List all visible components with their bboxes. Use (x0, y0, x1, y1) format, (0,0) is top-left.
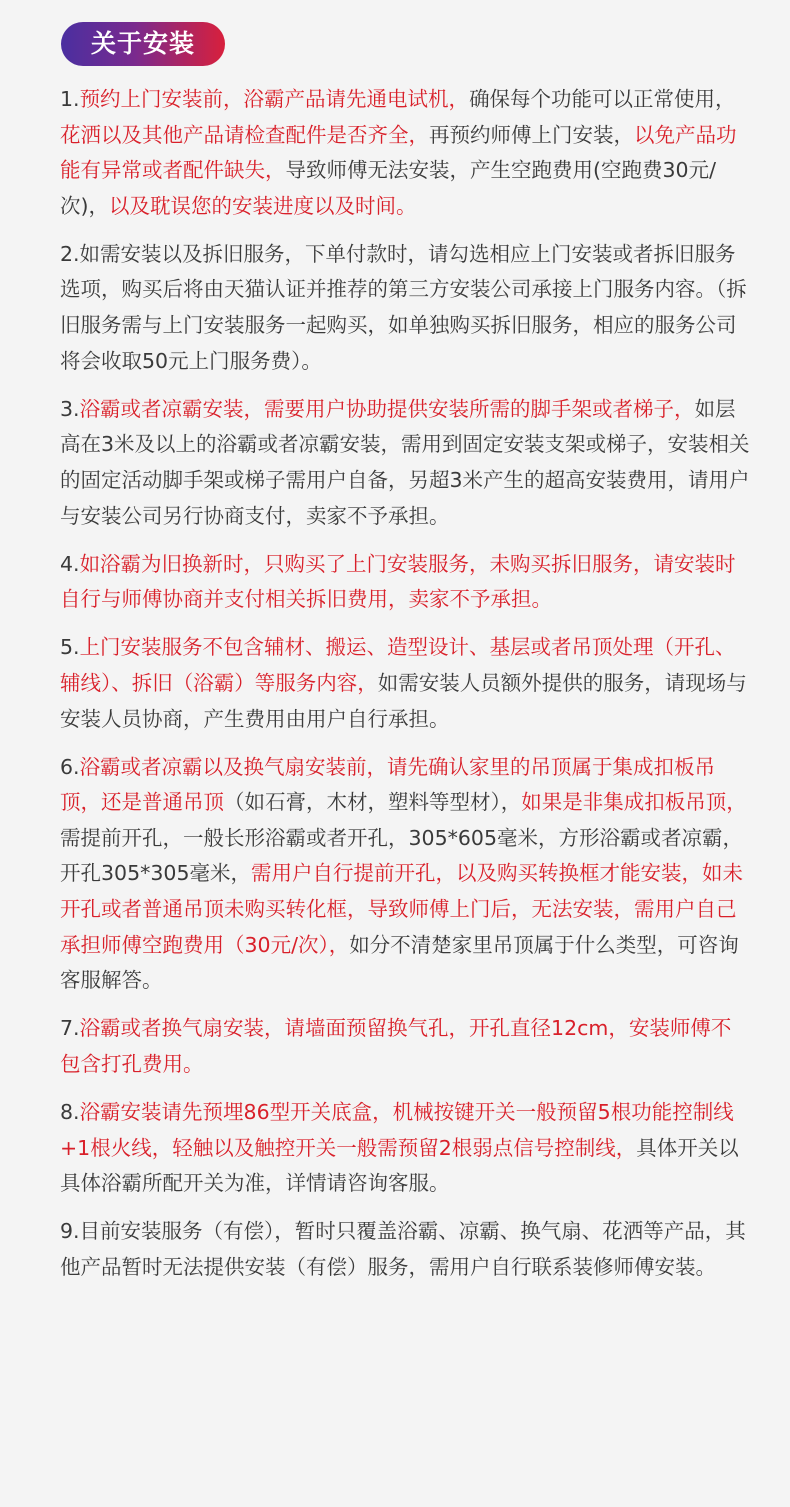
note-text: 具体开关以具体浴霸所配开关为准，详情请咨询客服。 (60, 1135, 739, 1196)
highlighted-text: 浴霸或者换气扇安装，请墙面预留换气孔，开孔直径12cm，安装师傅不包含打孔费用。 (60, 1016, 732, 1076)
note-text: 导致师傅无法安装，产生空跑费用(空跑费30元/次)， (60, 158, 716, 218)
highlighted-text: 浴霸安装请先预埋86型开关底盒，机械按键开关一般预留5根功能控制线+1根火线，轻触以及触控开关一般需预留2根弱点信号控制线， (60, 1099, 734, 1160)
highlighted-text: 花洒以及其他产品请检查配件是否齐全， (60, 122, 429, 147)
note-text: 再预约师傅上门安装， (429, 122, 634, 147)
note-text: 1. (60, 87, 80, 111)
note-text: （如石膏，木材，塑料等型材）， (224, 790, 522, 815)
note-text: 3. (60, 396, 80, 421)
note-text: 6. (60, 754, 80, 779)
note-item-6 (60, 750, 750, 999)
note-text: 2.如需安装以及拆旧服务，下单付款时，请勾选相应上门安装或者拆旧服务选项，购买后将由天猫认证并推荐的第三方安装公司承接上门服务内容。（拆旧服务需与上门安装服务一起购买，如单独购买拆旧服务，相应的服务公司将会收取50元上门服务费）。 (60, 241, 747, 373)
highlighted-text: 如果是非集成扣板吊顶， (521, 790, 747, 815)
highlighted-text: 上门安装服务不包含辅材、搬运、造型设计、基层或者吊顶处理（开孔、辅线）、拆旧（浴霸）等服务内容， (60, 635, 736, 695)
note-text: 9.目前安装服务（有偿），暂时只覆盖浴霸、凉霸、换气扇、花洒等产品，其他产品暂时无法提供安装（有偿）服务，需用户自行联系装修师傅安装。 (60, 1219, 746, 1279)
highlighted-text: 以及耽误您的安装进度以及时间。 (109, 193, 417, 218)
highlighted-text: 需用户自行提前开孔，以及购买转换框才能安装，如未开孔或者普通吊顶未购买转化框，导致师傅上门后，无法安装，需用户自己承担师傅空跑费用（30元/次）， (60, 861, 744, 957)
section-title-badge: 关于安装 (61, 22, 225, 66)
installation-notes-list (60, 82, 750, 1298)
highlighted-text: 如浴霸为旧换新时，只购买了上门安装服务，未购买拆旧服务，请安装时自行与师傅协商并支付相关拆旧费用，卖家不予承担。 (60, 551, 736, 612)
note-item-9 (60, 1214, 750, 1285)
note-item-5 (60, 630, 750, 737)
note-text: 8. (60, 1099, 80, 1124)
note-text: 如需安装人员额外提供的服务，请现场与安装人员协商，产生费用由用户自行承担。 (60, 670, 747, 731)
note-text: 确保每个功能可以正常使用， (469, 87, 736, 111)
note-text: 需提前开孔，一般长形浴霸或者开孔，305*605毫米，方形浴霸或者凉霸，开孔305*305毫米， (60, 825, 744, 886)
note-text: 5. (60, 635, 80, 660)
highlighted-text: 以免产品功能有异常或者配件缺失， (60, 122, 737, 183)
highlighted-text: 浴霸或者凉霸以及换气扇安装前，请先确认家里的吊顶属于集成扣板吊顶，还是普通吊顶 (60, 754, 716, 815)
note-item-1 (60, 82, 750, 224)
highlighted-text: 预约上门安装前，浴霸产品请先通电试机， (79, 87, 470, 111)
note-text: 7. (60, 1016, 80, 1041)
note-item-7 (60, 1011, 750, 1082)
note-text: 如层高在3米及以上的浴霸或者凉霸安装，需用到固定安装支架或梯子，安装相关的固定活动脚手架或梯子需用户自备，另超3米产生的超高安装费用，请用户与安装公司另行协商支付，卖家不予承担。 (60, 396, 750, 528)
highlighted-text: 浴霸或者凉霸安装，需要用户协助提供安装所需的脚手架或者梯子， (79, 396, 695, 421)
note-text: 4. (60, 551, 80, 576)
note-item-4 (60, 547, 750, 618)
note-item-3 (60, 392, 750, 534)
note-text: 如分不清楚家里吊顶属于什么类型，可咨询客服解答。 (60, 932, 739, 993)
note-item-8 (60, 1095, 750, 1202)
note-item-2 (60, 237, 750, 379)
